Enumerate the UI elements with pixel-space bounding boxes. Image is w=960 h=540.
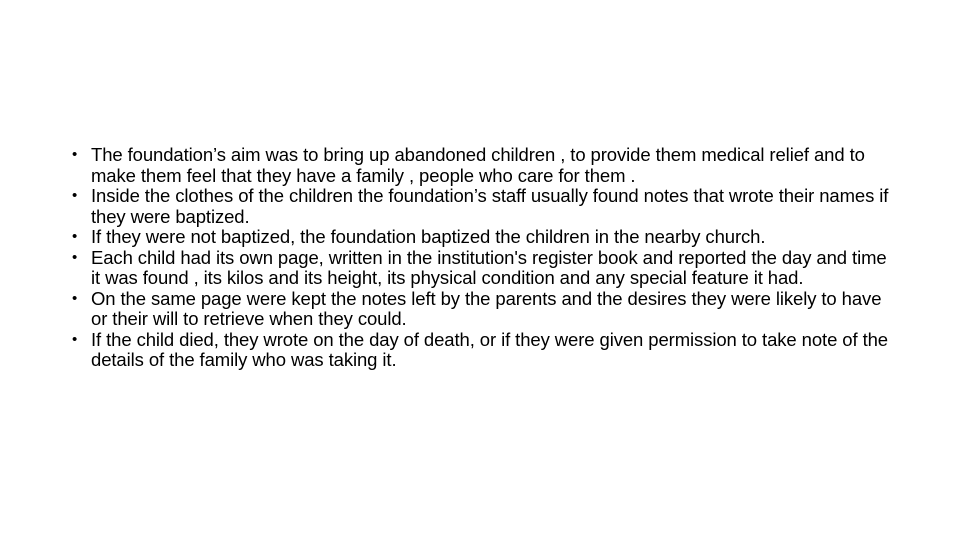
bullet-content <box>72 145 892 371</box>
bullet-item <box>72 145 892 186</box>
bullet-icon: • <box>72 187 78 204</box>
bullet-item <box>72 227 892 248</box>
bullet-text: On the same page were kept the notes left by the parents and the desires they were likely to have or their will to retrieve when they could. <box>91 287 882 329</box>
bullet-icon: • <box>72 228 78 245</box>
bullet-text: The foundation’s aim was to bring up abandoned children , to provide them medical relief and to make them feel that they have a family , people who care for them . <box>91 144 865 186</box>
bullet-icon: • <box>72 248 78 266</box>
bullet-item <box>72 289 892 330</box>
bullet-item <box>72 186 892 227</box>
bullet-icon: • <box>72 289 78 307</box>
bullet-list <box>72 145 892 371</box>
bullet-text: Inside the clothes of the children the foundation’s staff usually found notes that wrote their names if they were baptized. <box>91 185 889 227</box>
bullet-text: If the child died, they wrote on the day of death, or if they were given permission to take note of the details of the family who was taking it. <box>91 328 888 370</box>
bullet-text: Each child had its own page, written in the institution's register book and reported the day and time it was found , its kilos and its height, its physical condition and any special feature it had. <box>91 246 887 288</box>
bullet-icon: • <box>72 146 78 163</box>
bullet-item <box>72 330 892 371</box>
bullet-icon: • <box>72 330 78 348</box>
bullet-text: If they were not baptized, the foundation baptized the children in the nearby church. <box>91 226 766 247</box>
bullet-item <box>72 248 892 289</box>
